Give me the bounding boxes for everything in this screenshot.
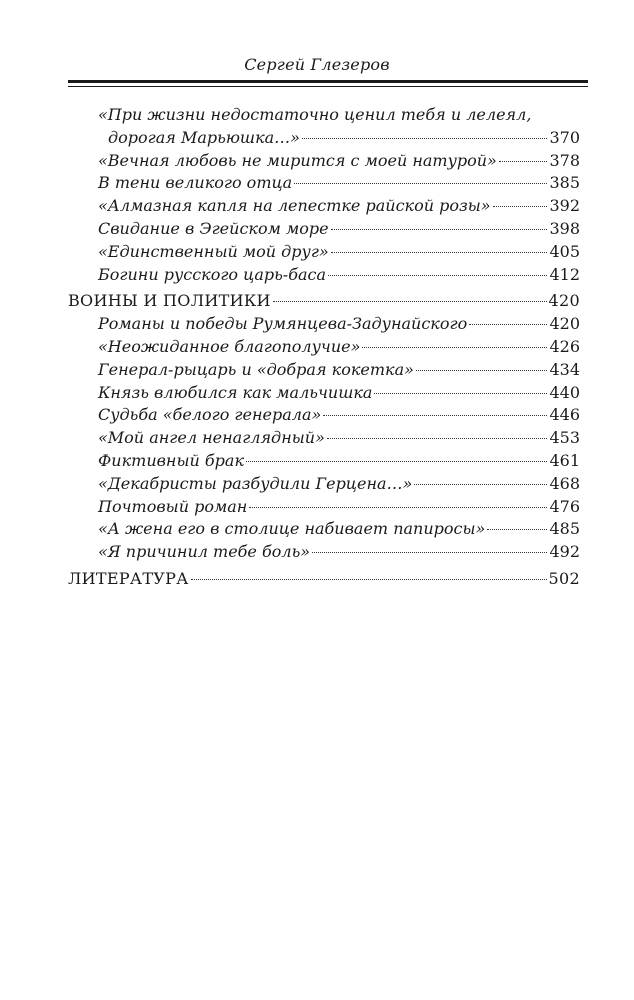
toc-entry-title: Князь влюбился как мальчишка bbox=[98, 382, 373, 402]
toc-entry-page: 426 bbox=[549, 336, 580, 356]
toc-entry-title: Генерал-рыцарь и «добрая кокетка» bbox=[98, 359, 414, 379]
toc-entry bbox=[68, 404, 580, 427]
toc-entry bbox=[68, 541, 580, 564]
toc-entry bbox=[68, 195, 580, 218]
dot-leader bbox=[362, 347, 547, 348]
toc-entry-page: 420 bbox=[549, 314, 580, 334]
toc-entry-title: «Вечная любовь не мирится с моей натурой» bbox=[98, 150, 497, 170]
toc-entry-page: 398 bbox=[549, 218, 580, 238]
dot-leader bbox=[331, 252, 548, 253]
dot-leader bbox=[331, 229, 548, 230]
toc-section-page: 420 bbox=[548, 291, 580, 311]
toc-entry bbox=[68, 172, 580, 195]
toc-entry-first-line bbox=[68, 104, 580, 127]
dot-leader bbox=[191, 579, 547, 580]
toc-entry-page: 492 bbox=[549, 542, 580, 562]
toc-entry-page: 453 bbox=[549, 428, 580, 448]
dot-leader bbox=[302, 138, 548, 139]
toc-entry-page: 385 bbox=[549, 173, 580, 193]
toc-entry-title: «Мой ангел ненаглядный» bbox=[98, 428, 325, 448]
toc-entry-title: «При жизни недостаточно ценил тебя и лелеял, bbox=[98, 105, 532, 124]
toc-entry bbox=[68, 127, 580, 150]
toc-entry-title: В тени великого отца bbox=[98, 173, 293, 193]
toc-section-title: ЛИТЕРАТУРА bbox=[68, 568, 189, 588]
running-title: Сергей Глезеров bbox=[244, 55, 390, 74]
toc-entry bbox=[68, 473, 580, 496]
dot-leader bbox=[414, 484, 547, 485]
toc-entry-title: «А жена его в столице набивает папиросы» bbox=[98, 519, 486, 539]
toc-entry-title: Свидание в Эгейском море bbox=[98, 218, 329, 238]
toc-entry-title: дорогая Марьюшка…» bbox=[108, 127, 300, 147]
dot-leader bbox=[327, 438, 548, 439]
toc-entry-page: 370 bbox=[549, 127, 580, 147]
dot-leader bbox=[323, 415, 547, 416]
toc-entry-title: Богини русского царь-баса bbox=[98, 264, 327, 284]
toc-entry-title: «Неожиданное благополучие» bbox=[98, 336, 361, 356]
dot-leader bbox=[374, 393, 547, 394]
dot-leader bbox=[487, 529, 547, 530]
dot-leader bbox=[312, 552, 547, 553]
toc-section bbox=[68, 568, 580, 591]
toc-entry-title: Почтовый роман bbox=[98, 496, 248, 516]
toc-entry-page: 468 bbox=[549, 473, 580, 493]
toc-section-title: ВОИНЫ И ПОЛИТИКИ bbox=[68, 291, 271, 311]
toc-entry bbox=[68, 518, 580, 541]
toc-entry bbox=[68, 496, 580, 519]
dot-leader bbox=[499, 161, 548, 162]
header-rule-thick bbox=[68, 80, 588, 83]
toc-entry bbox=[68, 150, 580, 173]
toc-entry-page: 440 bbox=[549, 382, 580, 402]
toc-entry-title: «Единственный мой друг» bbox=[98, 241, 329, 261]
toc-entry bbox=[68, 264, 580, 287]
toc-entry-page: 378 bbox=[549, 150, 580, 170]
toc-entry-page: 446 bbox=[549, 405, 580, 425]
toc-entry-title: Судьба «белого генерала» bbox=[98, 405, 322, 425]
dot-leader bbox=[469, 324, 547, 325]
toc-entry-page: 476 bbox=[549, 496, 580, 516]
toc-entry bbox=[68, 427, 580, 450]
toc-entry bbox=[68, 313, 580, 336]
toc-entry-page: 405 bbox=[549, 241, 580, 261]
toc-entry-title: Фиктивный брак bbox=[98, 450, 244, 470]
toc-entry bbox=[68, 218, 580, 241]
dot-leader bbox=[273, 301, 547, 302]
toc-entry bbox=[68, 241, 580, 264]
dot-leader bbox=[328, 275, 547, 276]
toc-section-page: 502 bbox=[548, 568, 580, 588]
toc-entry-title: «Я причинил тебе боль» bbox=[98, 542, 311, 562]
toc-entry-title: Романы и победы Румянцева-Задунайского bbox=[98, 314, 468, 334]
toc-entry-title: «Декабристы разбудили Герцена…» bbox=[98, 473, 413, 493]
dot-leader bbox=[246, 461, 547, 462]
table-of-contents bbox=[68, 104, 580, 591]
toc-entry bbox=[68, 450, 580, 473]
toc-entry-title: «Алмазная капля на лепестке райской розы» bbox=[98, 196, 491, 216]
toc-entry-page: 434 bbox=[549, 359, 580, 379]
dot-leader bbox=[249, 507, 547, 508]
toc-section bbox=[68, 290, 580, 313]
toc-entry bbox=[68, 359, 580, 382]
toc-entry-page: 485 bbox=[549, 519, 580, 539]
toc-entry-page: 461 bbox=[549, 450, 580, 470]
toc-entry-page: 412 bbox=[549, 264, 580, 284]
dot-leader bbox=[416, 370, 548, 371]
toc-entry bbox=[68, 336, 580, 359]
toc-entry bbox=[68, 382, 580, 405]
dot-leader bbox=[493, 206, 548, 207]
header-rule-thin bbox=[68, 86, 588, 87]
toc-entry-page: 392 bbox=[549, 196, 580, 216]
dot-leader bbox=[294, 183, 547, 184]
